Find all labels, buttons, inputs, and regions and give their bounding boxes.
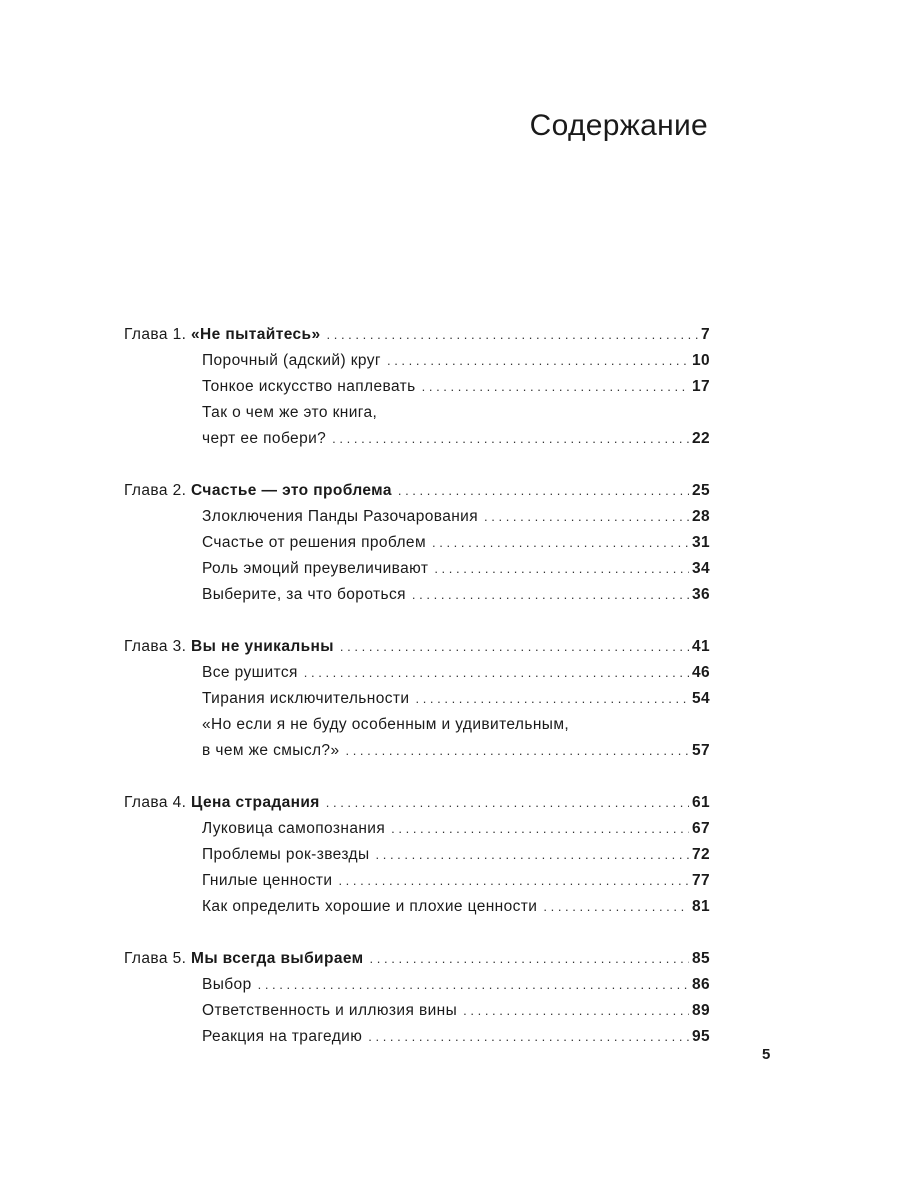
chapter-heading[interactable] bbox=[124, 946, 710, 972]
section-title: Злоключения Панды Разочарования bbox=[202, 508, 479, 525]
page-number: 36 bbox=[691, 586, 710, 603]
page-number: 57 bbox=[691, 742, 710, 759]
page-number: 17 bbox=[691, 378, 710, 395]
chapter-heading[interactable] bbox=[124, 790, 710, 816]
chapter-label: Глава 4. bbox=[124, 794, 187, 811]
dot-leader bbox=[304, 660, 689, 686]
chapter-label: Глава 1. bbox=[124, 326, 187, 343]
dot-leader bbox=[326, 790, 689, 816]
dot-leader bbox=[332, 426, 689, 452]
section-entry[interactable] bbox=[124, 504, 710, 530]
section-title: в чем же смысл?» bbox=[202, 742, 340, 759]
section-title: Выберите, за что бороться bbox=[202, 586, 406, 603]
section-title: Проблемы рок-звезды bbox=[202, 846, 370, 863]
chapter-title: «Не пытайтесь» bbox=[191, 326, 321, 343]
page-number: 77 bbox=[691, 872, 710, 889]
chapter-5 bbox=[124, 946, 710, 1050]
section-entry[interactable] bbox=[124, 556, 710, 582]
section-entry[interactable] bbox=[124, 894, 710, 920]
dot-leader bbox=[340, 634, 689, 660]
chapter-heading[interactable] bbox=[124, 322, 710, 348]
dot-leader bbox=[368, 1024, 689, 1050]
chapter-heading[interactable] bbox=[124, 634, 710, 660]
dot-leader bbox=[543, 894, 689, 920]
section-title-line1[interactable]: Так о чем же это книга, bbox=[202, 404, 378, 421]
chapter-title: Мы всегда выбираем bbox=[191, 950, 364, 967]
dot-leader bbox=[387, 348, 689, 374]
section-title: Гнилые ценности bbox=[202, 872, 333, 889]
dot-leader bbox=[463, 998, 689, 1024]
page-number: 67 bbox=[691, 820, 710, 837]
dot-leader bbox=[398, 478, 689, 504]
dot-leader bbox=[415, 686, 688, 712]
section-title: Тонкое искусство наплевать bbox=[202, 378, 416, 395]
section-title: Тирания исключительности bbox=[202, 690, 410, 707]
dot-leader bbox=[434, 556, 689, 582]
section-title: черт ее побери? bbox=[202, 430, 327, 447]
section-title: Как определить хорошие и плохие ценности bbox=[202, 898, 538, 915]
chapter-3 bbox=[124, 634, 710, 764]
chapter-2 bbox=[124, 478, 710, 608]
page-number: 46 bbox=[691, 664, 710, 681]
section-title: Выбор bbox=[202, 976, 252, 993]
page-number: 25 bbox=[691, 482, 710, 499]
dot-leader bbox=[338, 868, 689, 894]
section-title: Роль эмоций преувеличивают bbox=[202, 560, 429, 577]
page-number: 85 bbox=[691, 950, 710, 967]
section-title: Реакция на трагедию bbox=[202, 1028, 363, 1045]
page-number: 86 bbox=[691, 976, 710, 993]
chapter-1 bbox=[124, 322, 710, 452]
section-title: Все рушится bbox=[202, 664, 298, 681]
chapter-label: Глава 5. bbox=[124, 950, 187, 967]
page-folio: 5 bbox=[762, 1046, 771, 1063]
dot-leader bbox=[327, 322, 698, 348]
chapter-title: Вы не уникальны bbox=[191, 638, 334, 655]
page-number: 28 bbox=[691, 508, 710, 525]
section-title: Счастье от решения проблем bbox=[202, 534, 427, 551]
section-entry[interactable] bbox=[124, 738, 710, 764]
section-entry[interactable] bbox=[124, 374, 710, 400]
section-entry[interactable] bbox=[124, 686, 710, 712]
section-entry[interactable] bbox=[124, 426, 710, 452]
table-of-contents bbox=[124, 322, 710, 1076]
section-entry[interactable] bbox=[124, 660, 710, 686]
chapter-label: Глава 3. bbox=[124, 638, 187, 655]
section-entry[interactable] bbox=[124, 348, 710, 374]
page-number: 31 bbox=[691, 534, 710, 551]
page-number: 34 bbox=[691, 560, 710, 577]
dot-leader bbox=[391, 816, 689, 842]
page-number: 10 bbox=[691, 352, 710, 369]
dot-leader bbox=[432, 530, 689, 556]
page-number: 54 bbox=[691, 690, 710, 707]
page-number: 89 bbox=[691, 1002, 710, 1019]
page-number: 95 bbox=[691, 1028, 710, 1045]
chapter-heading[interactable] bbox=[124, 478, 710, 504]
section-title-line1[interactable]: «Но если я не буду особенным и удивительным, bbox=[202, 716, 570, 733]
chapter-4 bbox=[124, 790, 710, 920]
chapter-label: Глава 2. bbox=[124, 482, 187, 499]
page-number: 72 bbox=[691, 846, 710, 863]
section-title: Порочный (адский) круг bbox=[202, 352, 381, 369]
section-entry[interactable] bbox=[124, 842, 710, 868]
dot-leader bbox=[376, 842, 689, 868]
section-title: Луковица самопознания bbox=[202, 820, 386, 837]
section-title: Ответственность и иллюзия вины bbox=[202, 1002, 458, 1019]
page-number: 7 bbox=[700, 326, 710, 343]
dot-leader bbox=[345, 738, 688, 764]
page-title: Содержание bbox=[529, 109, 708, 142]
section-entry[interactable] bbox=[124, 972, 710, 998]
dot-leader bbox=[370, 946, 689, 972]
section-entry[interactable] bbox=[124, 998, 710, 1024]
section-entry[interactable] bbox=[124, 868, 710, 894]
dot-leader bbox=[258, 972, 689, 998]
dot-leader bbox=[484, 504, 689, 530]
page-number: 41 bbox=[691, 638, 710, 655]
chapter-title: Счастье — это проблема bbox=[191, 482, 392, 499]
chapter-title: Цена страдания bbox=[191, 794, 320, 811]
page-number: 81 bbox=[691, 898, 710, 915]
section-entry[interactable] bbox=[124, 530, 710, 556]
section-entry[interactable] bbox=[124, 816, 710, 842]
dot-leader bbox=[422, 374, 689, 400]
section-entry[interactable] bbox=[124, 1024, 710, 1050]
page-number: 61 bbox=[691, 794, 710, 811]
section-entry[interactable] bbox=[124, 582, 710, 608]
dot-leader bbox=[412, 582, 689, 608]
page-number: 22 bbox=[691, 430, 710, 447]
